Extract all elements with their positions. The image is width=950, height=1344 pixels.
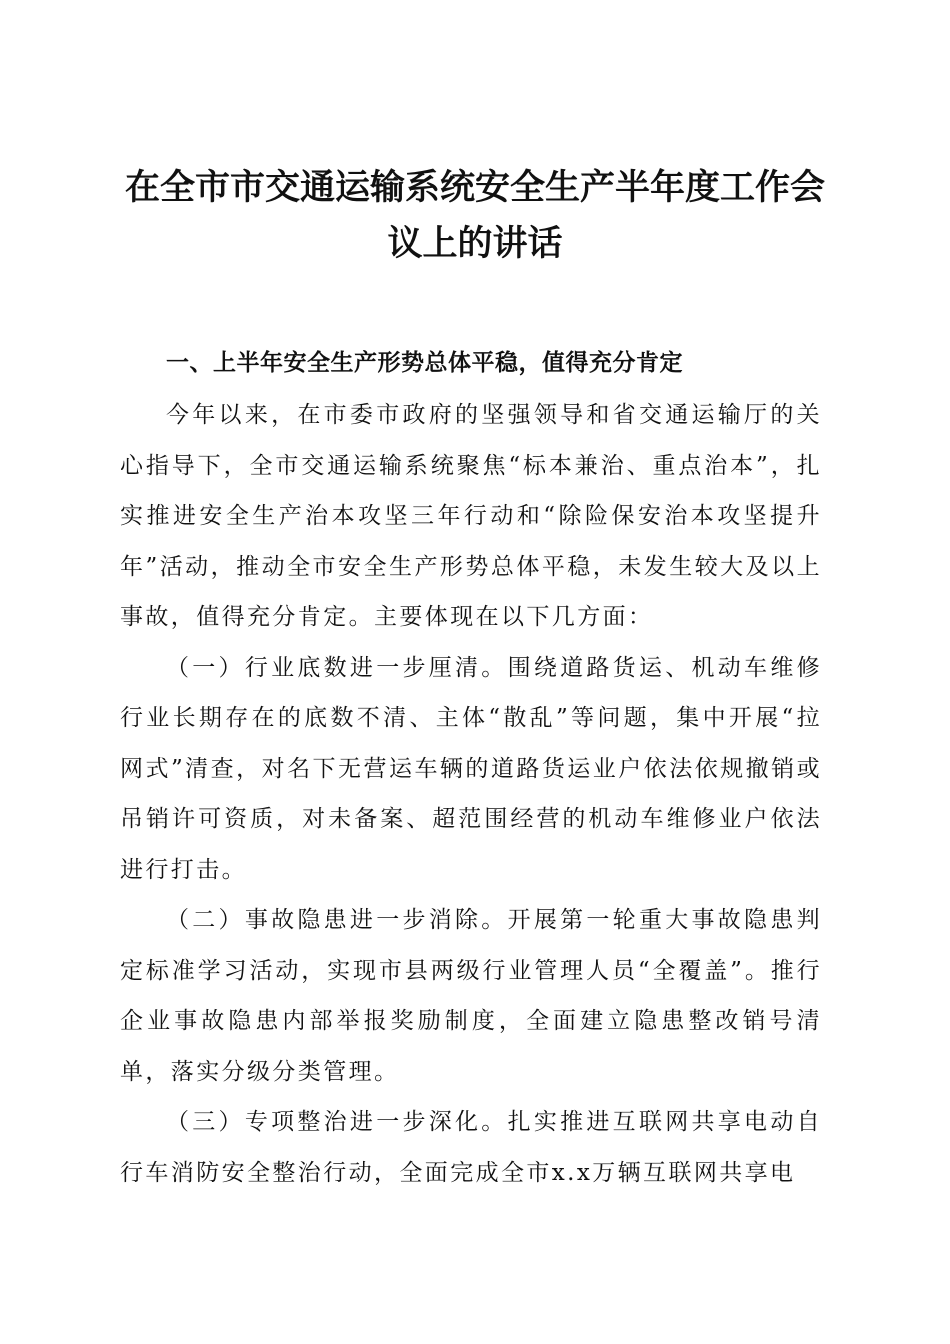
document-title: [100, 160, 850, 272]
title-line-2: 议上的讲话: [387, 223, 563, 264]
paragraph-item-1: （一）行业底数进一步厘清。围绕道路货运、机动车维修行业长期存在的底数不清、主体“散乱”等问题，集中开展“拉网式”清查，对名下无营运车辆的道路货运业户依法依规撤销或吊销许可资质，对未备案、超范围经营的机动车维修业户依法进行打击。: [120, 654, 822, 883]
section-heading: 一、上半年安全生产形势总体平稳，值得充分肯定: [166, 350, 683, 376]
paragraph-intro: 今年以来，在市委市政府的坚强领导和省交通运输厅的关心指导下，全市交通运输系统聚焦“标本兼治、重点治本”，扎实推进安全生产治本攻坚三年行动和“除险保安治本攻坚提升年”活动，推动全市安全生产形势总体平稳，未发生较大及以上事故，值得充分肯定。主要体现在以下几方面：: [120, 402, 822, 630]
paragraph-item-2: （二）事故隐患进一步消除。开展第一轮重大事故隐患判定标准学习活动，实现市县两级行业管理人员“全覆盖”。推行企业事故隐患内部举报奖励制度，全面建立隐患整改销号清单，落实分级分类管理。: [120, 907, 822, 1085]
paragraph-item-3: （三）专项整治进一步深化。扎实推进互联网共享电动自行车消防安全整治行动，全面完成全市x.x万辆互联网共享电: [120, 1109, 822, 1186]
title-line-1: 在全市市交通运输系统安全生产半年度工作会: [124, 167, 825, 208]
document-body: [120, 340, 822, 1198]
